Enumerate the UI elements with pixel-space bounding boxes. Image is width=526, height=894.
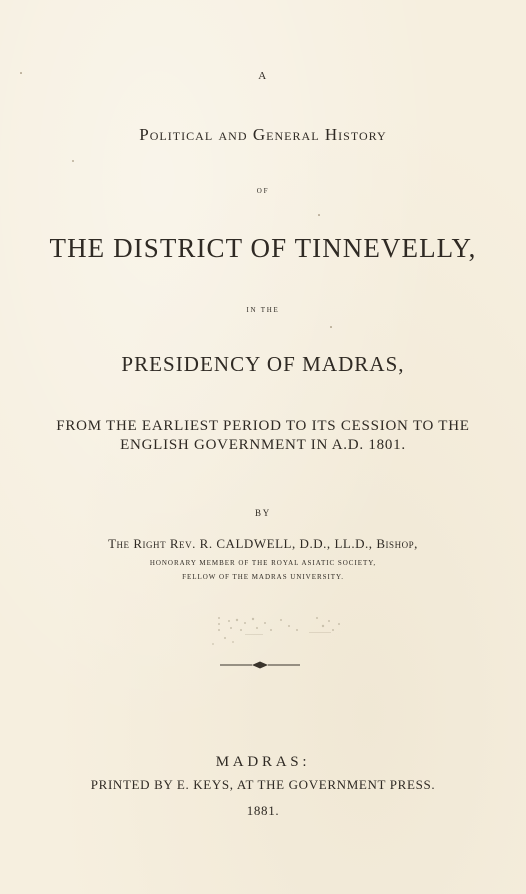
imprint-city: MADRAS: <box>215 754 311 770</box>
fellow-line: FELLOW OF THE MADRAS UNIVERSITY. <box>182 573 344 581</box>
honorary-member-line: HONORARY MEMBER OF THE ROYAL ASIATIC SOCIETY, <box>149 559 377 567</box>
paper-speck <box>72 160 74 162</box>
decorative-rule-ornament <box>218 660 302 670</box>
author-line <box>0 536 526 552</box>
connector-in-the: IN THE <box>246 306 280 314</box>
period-line-2: ENGLISH GOVERNMENT IN A.D. 1801. <box>120 437 406 453</box>
paper-speck <box>318 214 320 216</box>
author-text: The Right Rev. R. CALDWELL, D.D., LL.D., Bishop, <box>108 536 418 551</box>
imprint-year: 1881. <box>246 803 280 818</box>
imprint-printer: PRINTED BY E. KEYS, AT THE GOVERNMENT PRESS. <box>90 777 436 792</box>
faded-library-stamp <box>205 612 350 652</box>
paper-speck <box>330 326 332 328</box>
connector-of: OF <box>256 187 270 195</box>
period-line-1: FROM THE EARLIEST PERIOD TO ITS CESSION TO THE <box>56 418 470 434</box>
main-title-district: THE DISTRICT OF TINNEVELLY, <box>49 233 477 263</box>
article-a: A <box>258 70 268 82</box>
paper-speck <box>20 72 22 74</box>
subtitle-political-history <box>0 125 526 145</box>
by-label: BY <box>254 508 272 518</box>
presidency-title: PRESIDENCY OF MADRAS, <box>121 352 405 376</box>
political-history-text: Political and General History <box>139 125 387 144</box>
